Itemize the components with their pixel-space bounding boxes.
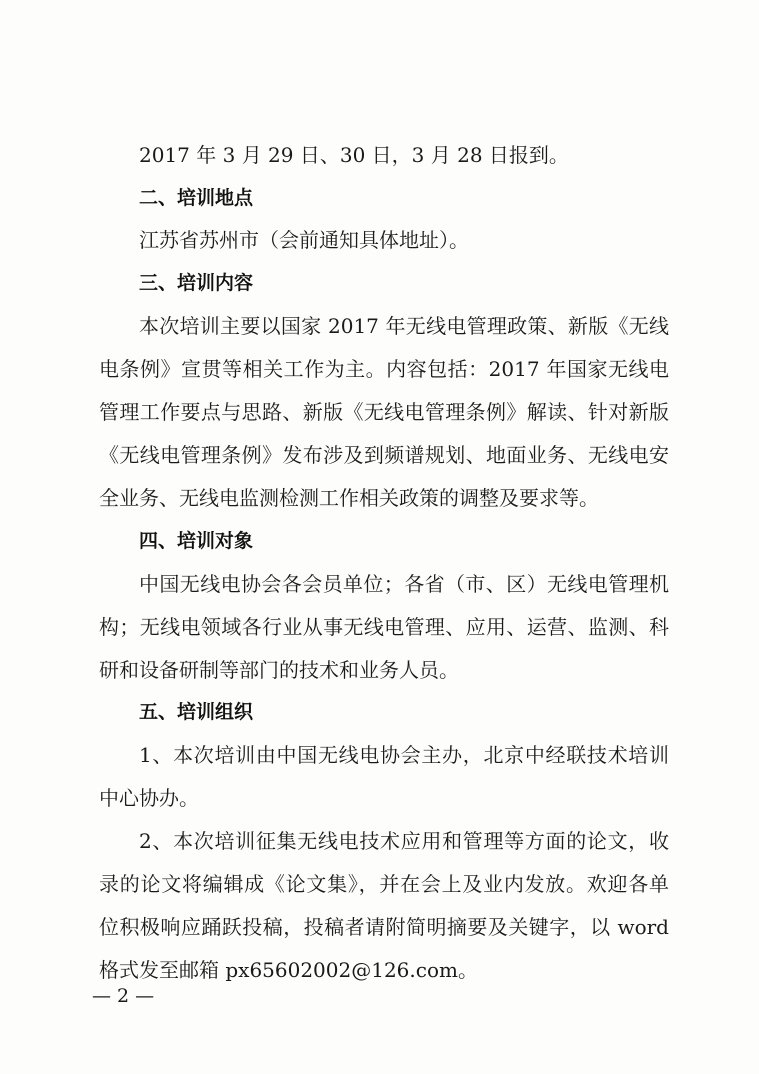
content-paragraph-line-2: 电条例》宣贯等相关工作为主。内容包括：2017 年国家无线电	[99, 357, 669, 381]
section-heading-location: 二、培训地点	[139, 187, 254, 209]
content-paragraph-line-4: 《无线电管理条例》发布涉及到频谱规划、地面业务、无线电安	[99, 443, 669, 467]
organization-item-2-line-1: 2、本次培训征集无线电技术应用和管理等方面的论文，收	[139, 829, 669, 853]
page-number: — 2 —	[92, 985, 155, 1007]
content-paragraph-line-3: 管理工作要点与思路、新版《无线电管理条例》解读、针对新版	[99, 400, 669, 424]
content-paragraph-line-1: 本次培训主要以国家 2017 年无线电管理政策、新版《无线	[139, 314, 669, 338]
organization-item-2-line-2: 录的论文将编辑成《论文集》，并在会上及业内发放。欢迎各单	[99, 872, 669, 896]
audience-paragraph-line-1: 中国无线电协会各会员单位；各省（市、区）无线电管理机	[139, 572, 669, 596]
report-date-line: 2017 年 3 月 29 日、30 日，3 月 28 日报到。	[139, 143, 569, 167]
organization-item-1-line-1: 1、本次培训由中国无线电协会主办，北京中经联技术培训	[139, 743, 669, 767]
organization-item-2-line-4: 格式发至邮箱 px65602002@126.com。	[99, 958, 478, 982]
audience-paragraph-line-2: 构；无线电领域各行业从事无线电管理、应用、运营、监测、科	[99, 615, 669, 639]
organization-item-2-line-3: 位积极响应踊跃投稿，投稿者请附简明摘要及关键字，以 word	[99, 915, 669, 939]
content-paragraph-line-5: 全业务、无线电监测检测工作相关政策的调整及要求等。	[99, 486, 599, 510]
section-heading-organization: 五、培训组织	[139, 701, 254, 723]
organization-item-1-line-2: 中心协办。	[99, 786, 199, 810]
audience-paragraph-line-3: 研和设备研制等部门的技术和业务人员。	[99, 658, 459, 682]
section-heading-audience: 四、培训对象	[139, 530, 254, 552]
location-text: 江苏省苏州市（会前通知具体地址）。	[139, 228, 469, 252]
section-heading-content: 三、培训内容	[139, 272, 254, 294]
